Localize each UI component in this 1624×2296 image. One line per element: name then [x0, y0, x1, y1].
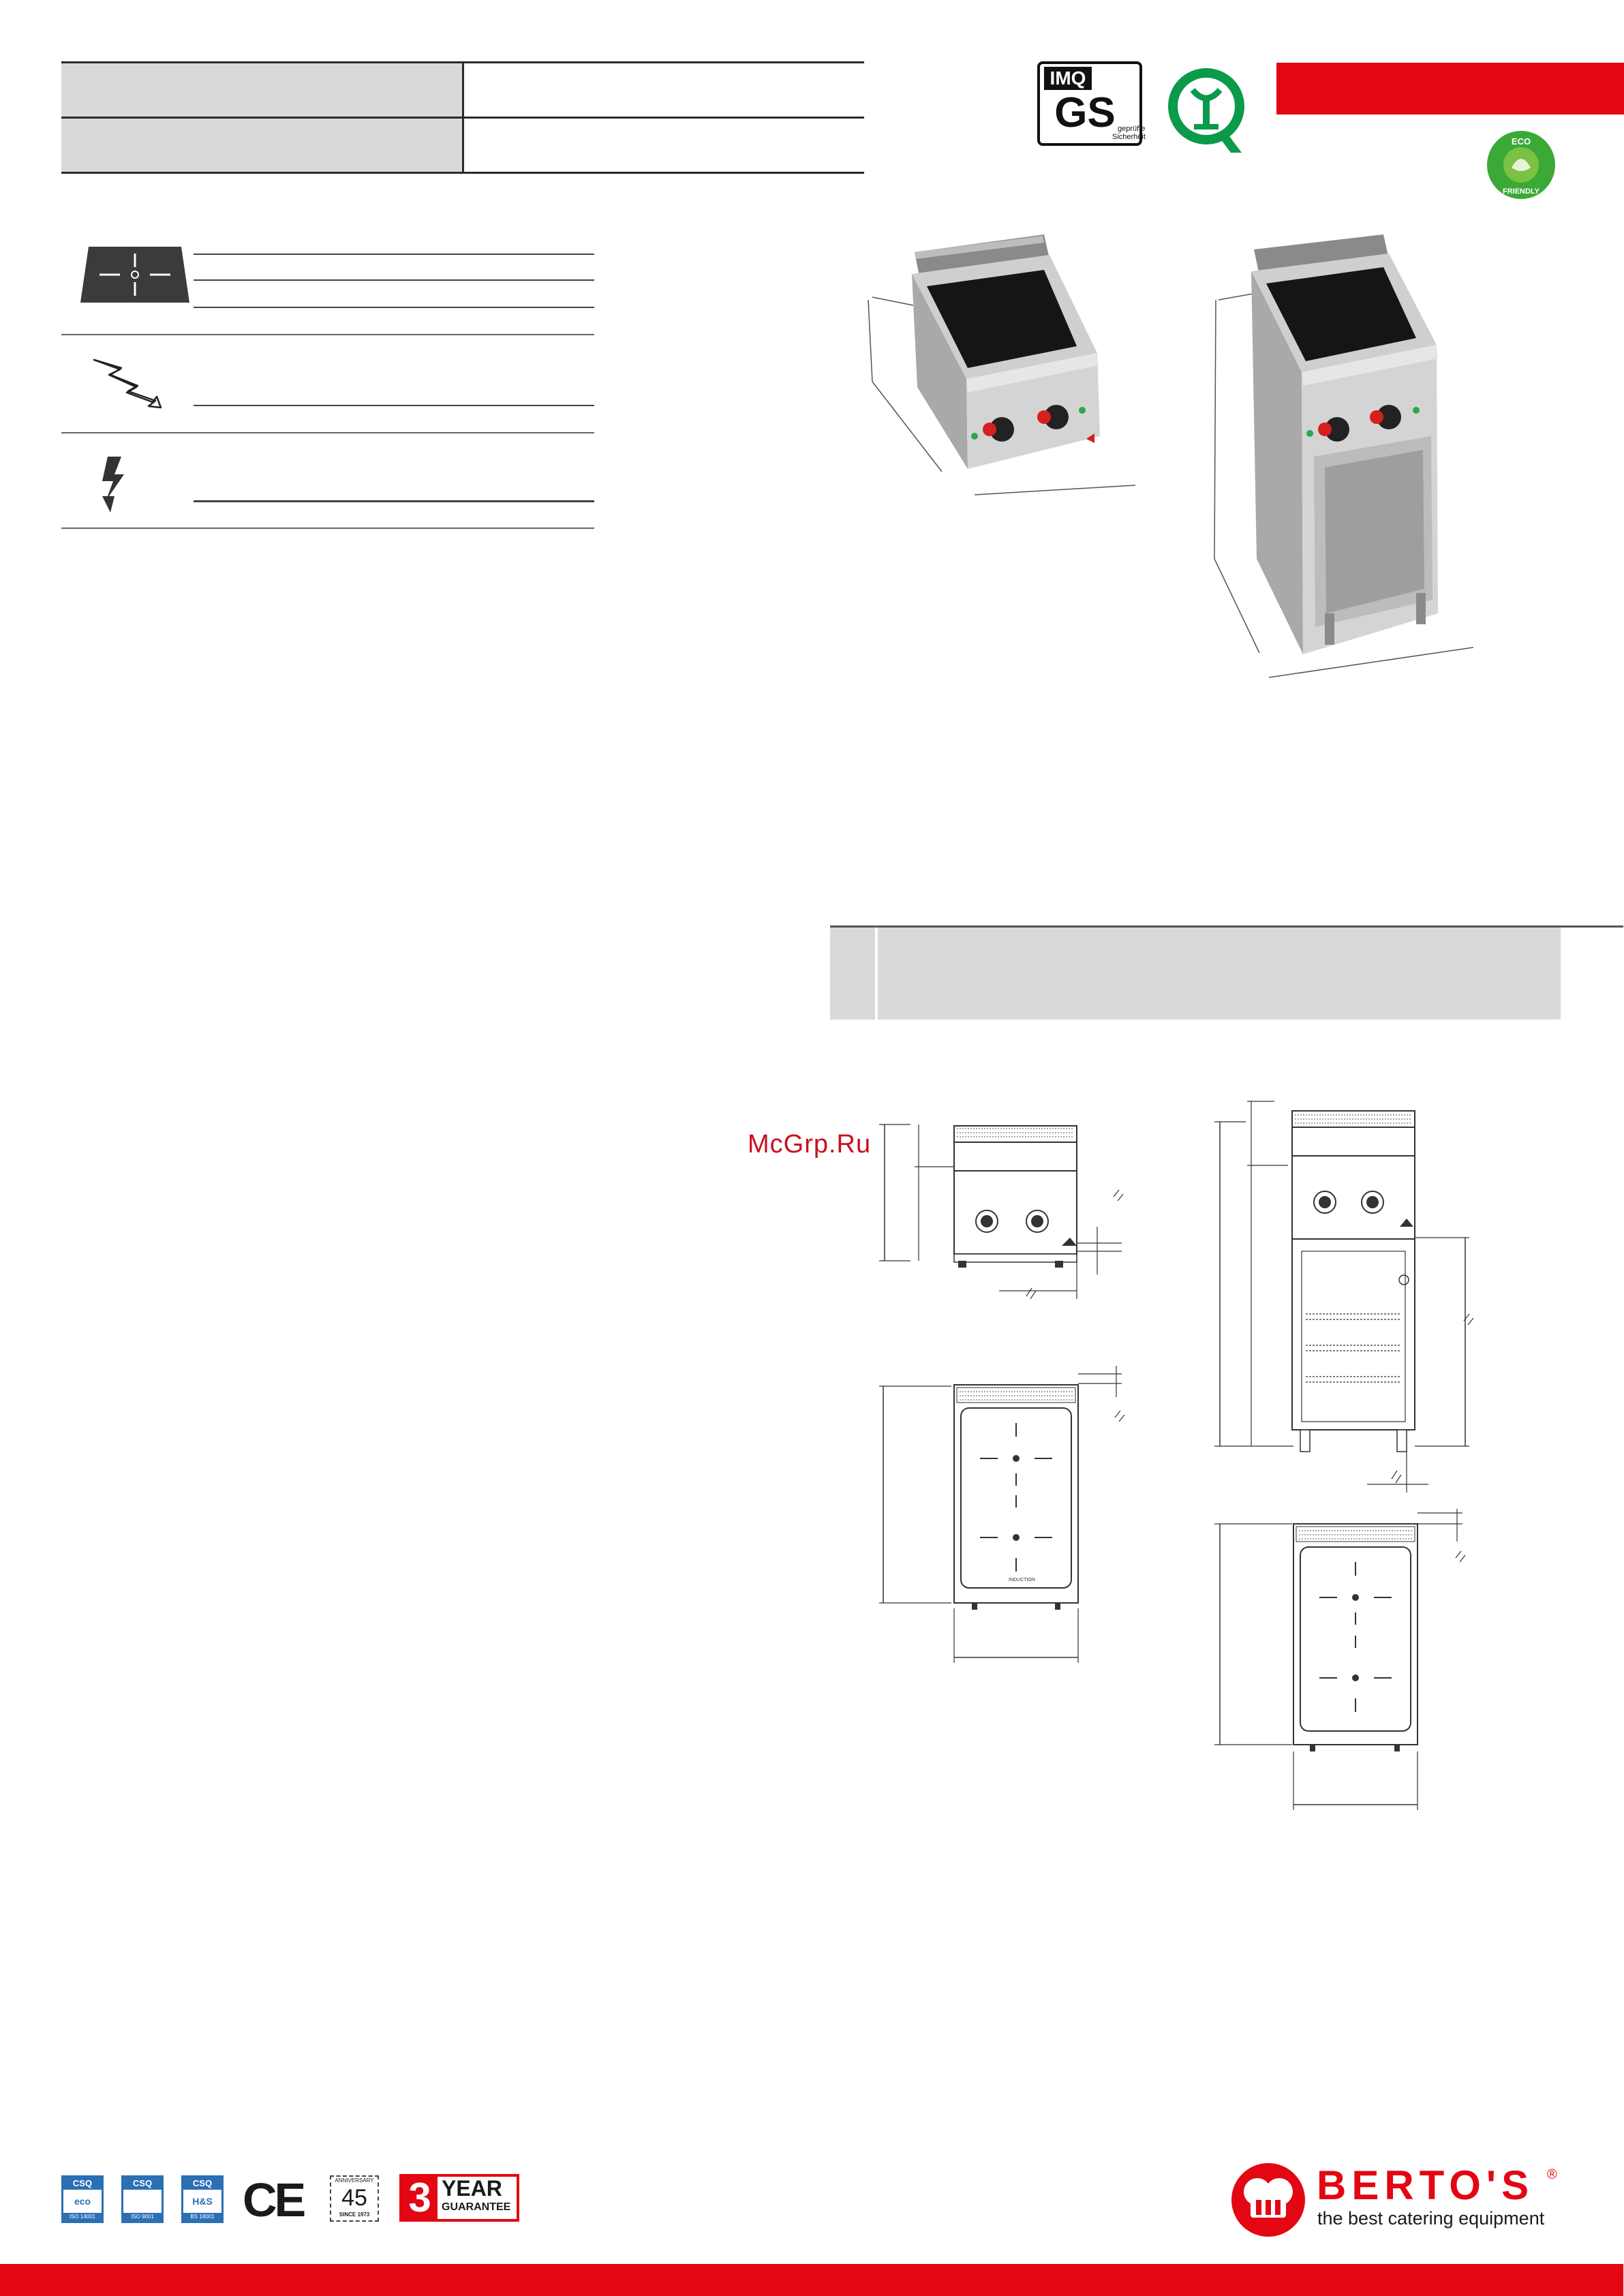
spec-value	[464, 63, 864, 117]
eco-friendly-icon	[1486, 129, 1557, 200]
csq-iso14001-icon: CSQ eco ISO 14001	[61, 2175, 104, 2223]
gs-caption-1: geprüfte	[1118, 125, 1146, 133]
spec-row	[61, 61, 864, 117]
drawing-label: INDUCTION	[1009, 1578, 1035, 1582]
ce-mark-icon: CE	[243, 2173, 304, 2226]
lightning-power-icon	[93, 454, 134, 519]
brand-tagline: the best catering equipment	[1317, 2208, 1545, 2229]
eco-bottom: FRIENDLY	[1503, 187, 1539, 196]
drawing-cabinet-top	[1206, 1506, 1492, 1820]
footer-bar	[0, 2264, 1623, 2296]
gs-label: GS	[1054, 89, 1116, 136]
spec-table	[61, 61, 864, 174]
product-photo-countertop	[852, 232, 1138, 511]
drawing-countertop-front	[872, 1118, 1145, 1308]
imq-gs-certification-icon	[1037, 61, 1146, 146]
spec-row	[61, 117, 864, 174]
anniversary-badge: ANNIVERSARY 45 SINCE 1973	[330, 2175, 379, 2222]
quality-mark-icon	[1165, 65, 1247, 155]
drawing-cabinet-front	[1206, 1097, 1492, 1506]
csq-iso9001-icon: CSQ ISO 9001	[121, 2175, 164, 2223]
spec-key	[61, 63, 464, 117]
watermark: McGrp.Ru	[748, 1130, 872, 1159]
gs-caption-2: Sicherheit	[1112, 133, 1146, 141]
spec-value	[464, 119, 864, 172]
electric-supply-icon	[90, 356, 165, 414]
spec-key	[61, 119, 464, 172]
imq-label: IMQ	[1050, 67, 1086, 89]
bertos-chef-logo-icon	[1230, 2162, 1306, 2238]
guarantee-badge: 3 YEAR GUARANTEE	[399, 2174, 519, 2222]
brand-registered-mark: ®	[1547, 2167, 1557, 2182]
cooktop-zones-icon	[79, 244, 191, 309]
drawing-countertop-top	[872, 1356, 1145, 1670]
brand-name: BERTO'S	[1317, 2162, 1535, 2208]
model-banner	[1276, 63, 1624, 114]
product-photo-cabinet	[1191, 232, 1477, 688]
feature-list	[61, 225, 594, 532]
csq-bs18001-icon: CSQ H&S BS 18001	[181, 2175, 224, 2223]
info-band	[830, 928, 1561, 1020]
eco-top: ECO	[1511, 136, 1531, 147]
